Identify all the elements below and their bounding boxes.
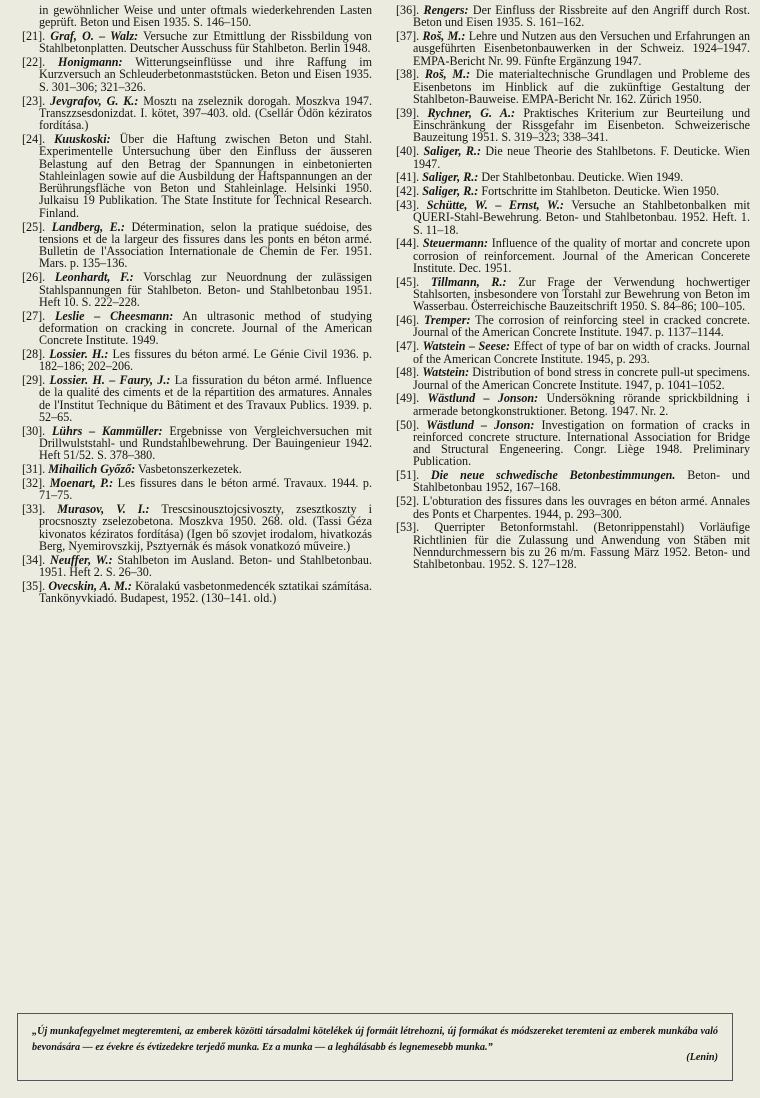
reference-number: [45].: [396, 274, 420, 289]
reference-number: [48].: [396, 365, 420, 380]
reference-number: [47].: [396, 339, 420, 354]
reference-number: [35].: [22, 578, 46, 593]
reference-text: Investigation on formation of cracks in reinforced concrete structure. International Association for Bridge and Structural Engeneering. Congr. Liège 1948. Preliminary Publication.: [413, 417, 750, 469]
reference-item: [396, 276, 750, 313]
reference-item: [22, 463, 372, 475]
reference-number: [41].: [396, 170, 420, 185]
reference-item: [396, 107, 750, 144]
reference-text: Versuche zur Etmittlung der Rissbildung von Stahlbetonplatten. Deutscher Ausschuss für Stahlbeton. Berlin 1948.: [39, 29, 372, 56]
reference-author: Saliger, R.:: [422, 184, 479, 199]
reference-author: Neuffer, W.:: [50, 552, 113, 567]
reference-author: Honigmann:: [58, 55, 123, 70]
references-left-column: [22, 4, 372, 606]
reference-item: [396, 145, 750, 170]
reference-item: [396, 469, 750, 494]
reference-number: [52].: [396, 494, 420, 509]
reference-number: [30].: [22, 423, 46, 438]
reference-author: Roš, M.:: [422, 29, 466, 44]
reference-text: Die materialtechnische Grundlagen und Probleme des Eisenbetons im Hinblick auf die zukünftige Gestaltung der Stahlbeton-Bauweise. EMPA-Bericht Nr. 162. Zürich 1950.: [413, 67, 751, 107]
reference-author: Tremper:: [423, 313, 471, 328]
reference-item: [396, 495, 750, 520]
reference-text: Der Stahlbetonbau. Deuticke. Wien 1949.: [481, 170, 684, 185]
reference-item: [396, 340, 750, 365]
reference-number: [50].: [396, 417, 420, 432]
reference-number: [40].: [396, 144, 420, 159]
reference-author: Roš, M.:: [424, 67, 471, 82]
reference-item: [22, 477, 372, 502]
reference-number: [24].: [22, 131, 46, 146]
reference-author: Watstein – Seese:: [422, 339, 511, 354]
reference-item: [22, 348, 372, 373]
reference-text: in gewöhnlicher Weise und unter oftmals wiederkehrenden Lasten geprüft. Beton und Eisen 1935. S. 146–150.: [39, 3, 372, 30]
reference-item: [22, 30, 372, 55]
reference-author: Ovecskin, A. M.:: [48, 578, 132, 593]
reference-author: Graf, O. – Walz:: [50, 29, 139, 44]
reference-number: [21].: [22, 29, 46, 44]
reference-item: [396, 521, 750, 570]
reference-text: Über die Haftung zwischen Beton und Stahl. Experimentelle Untersuchung über den Einfluss der äusseren Belastung auf den Betrag der Spannungen in einbetonierten Stahleinlagen sowie auf die Ausbildung der Haftspannungen an der Berührungsfläche von Beton und Stahleinlage. Helsinki 1950. Julkaisu 19 Publikation. The State Institute for Technical Research. Finland.: [39, 131, 372, 220]
reference-number: [49].: [396, 391, 420, 406]
reference-text: Praktisches Kriterium zur Beurteilung und Einschränkung der Rissgefahr im Eisenbeton. Schweizerische Bauzeitung 1951. S. 319–323; 338–341.: [413, 105, 750, 145]
reference-text: Zur Frage der Verwendung hochwertiger Stahlsorten, insbesondere von Torstahl zur Bewehrung von Beton im Wasserbau. Österreichische Bauzeitschrift 1950. S. 84–86; 100–105.: [413, 274, 750, 314]
reference-number: [51].: [396, 468, 420, 483]
reference-number: [33].: [22, 502, 46, 517]
reference-text: Les fissures du béton armé. Le Génie Civil 1936. p. 182–186; 202–206.: [39, 347, 372, 374]
reference-author: Jevgrafov, G. K.:: [50, 93, 139, 108]
reference-author: Steuermann:: [422, 236, 489, 251]
reference-text: Détermination, selon la pratique suédoise, des tensions et de la largeur des fissures dans les ponts en béton armé. Bulletin de l'Association Internationale de Chemin de Fer. 1951. Mars. p. 135–136.: [39, 219, 372, 271]
reference-number: [34].: [22, 552, 46, 567]
reference-author: Mihailich Győző:: [48, 462, 136, 477]
reference-number: [22].: [22, 55, 46, 70]
reference-text: Beton- und Stahlbetonbau 1952, 167–168.: [413, 468, 750, 495]
reference-text: Der Einfluss der Rissbreite auf den Angriff durch Rost. Beton und Eisen 1935. S. 161–162.: [413, 3, 751, 30]
reference-item: [22, 133, 372, 219]
reference-item: [22, 503, 372, 552]
quote-source: (Lenin): [686, 1052, 718, 1063]
reference-item: [396, 68, 750, 105]
reference-number: [27].: [22, 308, 46, 323]
reference-author: Saliger, R.:: [423, 144, 481, 159]
quote-text: „Új munkafegyelmet megteremteni, az emberek közötti társadalmi kötelékek új formáit létrehozni, új formákat és módszereket teremteni az emberek munkába való bevonására — ez évekre és évtizedekre terjedő munka. Ez a munka — a leghálásabb és legnemesebb munka.”: [32, 1026, 718, 1053]
reference-number: [28].: [22, 347, 46, 362]
reference-number: [38].: [396, 67, 420, 82]
reference-item: [22, 95, 372, 132]
reference-number: [43].: [396, 197, 420, 212]
reference-author: Saliger, R.:: [422, 170, 479, 185]
reference-author: Tillmann, R.:: [430, 274, 507, 289]
reference-author: Kuuskoski:: [54, 131, 111, 146]
reference-author: Schütte, W. – Ernst, W.:: [426, 197, 564, 212]
reference-number: [42].: [396, 184, 420, 199]
reference-text: Köralakú vasbetonmedencék sztatikai számítása. Tankönyvkiadó. Budapest, 1952. (130–141. old.): [39, 578, 372, 606]
reference-number: [53].: [396, 520, 420, 535]
reference-item: [396, 366, 750, 391]
reference-item: [22, 374, 372, 423]
reference-author: Rychner, G. A.:: [427, 105, 515, 120]
reference-text: Lehre und Nutzen aus den Versuchen und Erfahrungen an ausgeführten Eisenbetonbauwerken in der Schweiz. 1924–1947. EMPA-Bericht Nr. 99. Fünfte Ergänzung 1947.: [413, 29, 750, 68]
reference-number: [31].: [22, 462, 46, 477]
reference-item: [22, 425, 372, 462]
reference-item: [396, 419, 750, 468]
reference-text: Ergebnisse von Vergleichversuchen mit Drillwulststahl- und Rundstahlbewehrung. Der Bauingenieur 1942. Heft 51/52. S. 378–380.: [39, 423, 372, 463]
reference-item: [22, 221, 372, 270]
reference-text: Die neue Theorie des Stahlbetons. F. Deuticke. Wien 1947.: [413, 144, 750, 171]
reference-author: Lossier. H. – Faury, J.:: [49, 373, 171, 388]
reference-text: Trescsinousztojcsivoszty, zsesztkoszty i procsnoszty zselezobetona. Moszkva 1950. 268. old. (Tassi Géza kivonatos kéziratos fordítása) (Igen bő szovjet irodalom, hivatkozás Berg, Nyemirovszkij, Psztyernák és mások vonatkozó műveire.): [39, 502, 372, 553]
reference-author: Lührs – Kammüller:: [52, 423, 163, 438]
reference-text: Witterungseinflüsse und ihre Raffung im Kurzversuch an Schleuderbetonmaststücken. Beton und Eisen 1935. S. 301–306; 321–326.: [39, 55, 372, 94]
reference-text: The corrosion of reinforcing steel in cracked concrete. Journal of the American Concrete Institute. 1947. p. 1137–1144.: [413, 313, 750, 340]
reference-text: Vorschlag zur Neuordnung der zulässigen Stahlspannungen für Stahlbeton. Beton- und Stahlbetonbau 1951. Heft 10. S. 222–228.: [39, 270, 372, 309]
reference-author: Rengers:: [423, 3, 469, 17]
reference-item: [22, 271, 372, 308]
reference-number: [44].: [396, 236, 420, 251]
reference-author: Wästlund – Jonson:: [427, 391, 539, 406]
reference-item: [396, 4, 750, 29]
reference-item: [396, 314, 750, 339]
reference-text: La fissuration du béton armé. Influence de la qualité des ciments et de la répartition des armatures. Annales de l'Institut Technique du Bâtiment et des Travaux Publics. 1939. p. 52–65.: [39, 373, 373, 424]
reference-item: [396, 199, 750, 236]
reference-text: Stahlbeton im Ausland. Beton- und Stahlbetonbau. 1951. Heft 2. S. 26–30.: [39, 552, 372, 580]
reference-item: [22, 554, 372, 579]
reference-number: [46].: [396, 313, 420, 328]
reference-author: Die neue schwedische Betonbestimmungen.: [430, 468, 676, 483]
reference-author: Watstein:: [422, 365, 470, 380]
reference-item: [396, 171, 750, 183]
reference-item: [396, 392, 750, 417]
reference-number: [29].: [22, 373, 46, 388]
quote-box: [17, 1013, 733, 1081]
reference-text: Les fissures dans le béton armé. Travaux. 1944. p. 71–75.: [39, 475, 372, 503]
reference-text: L'obturation des fissures dans les ouvrages en béton armé. Annales des Ponts et Charpentes. 1944, p. 293–300.: [413, 494, 750, 521]
reference-item: [22, 580, 372, 605]
reference-text: Versuche an Stahlbetonbalken mit QUERI-Stahl-Bewehrung. Beton- und Stahlbetonbau. 1952. Heft. 1. S. 11–18.: [413, 197, 750, 237]
reference-text: Effect of type of bar on width of cracks. Journal of the American Concrete Institute. 1945, p. 293.: [413, 339, 750, 366]
reference-text: Querripter Betonformstahl. (Betonrippenstahl) Vorläufige Richtlinien für die Zulassung und Anwendung von Stäben mit Nenndurchmessern bis zu 26 m/m. Fassung März 1952. Beton- und Stahlbetonbau. 1952. S. 127–128.: [413, 520, 750, 572]
reference-item: [396, 237, 750, 274]
reference-item: [22, 310, 372, 347]
reference-text: Vasbetonszerkezetek.: [138, 462, 242, 477]
reference-number: [23].: [22, 93, 46, 108]
reference-item: [396, 30, 750, 67]
reference-text: An ultrasonic method of studying deformation on cracking in concrete. Journal of the American Concrete Institute. 1949.: [39, 308, 373, 348]
reference-number: [37].: [396, 29, 420, 44]
reference-author: Landberg, E.:: [51, 219, 125, 234]
reference-author: Lossier. H.:: [49, 347, 109, 362]
reference-item: [22, 4, 372, 29]
reference-author: Wästlund – Jonson:: [426, 417, 535, 432]
reference-number: [26].: [22, 270, 46, 285]
reference-author: Leonhardt, F.:: [54, 270, 134, 285]
reference-author: Leslie – Cheesmann:: [54, 308, 174, 323]
reference-item: [22, 56, 372, 93]
reference-author: Murasov, V. I.:: [57, 502, 150, 517]
reference-number: [32].: [22, 475, 46, 490]
reference-text: Fortschritte im Stahlbeton. Deuticke. Wien 1950.: [481, 184, 720, 199]
reference-text: Influence of the quality of mortar and concrete upon corrosion of reinforcement. Journal of the American Concerete Institute. Dec. 1951.: [413, 236, 750, 275]
references-right-column: [396, 4, 750, 572]
reference-author: Moenart, P.:: [49, 475, 114, 490]
reference-text: Undersökning rörande sprickbildning i armerade betongkonstruktioner. Betong. 1947. Nr. 2.: [413, 391, 750, 418]
reference-number: [25].: [22, 219, 46, 234]
reference-number: [39].: [396, 105, 420, 120]
reference-text: Distribution of bond stress in concrete pull-ut specimens. Journal of the American Concrete Institute. 1947, p. 1041–1052.: [413, 365, 750, 392]
reference-text: Mosztı na zseleznik dorogah. Moszkva 1947. Transzzsesdonizdat. I. kötet, 397–403. old. (Csellár Ödön kéziratos fordítása.): [39, 93, 372, 133]
reference-item: [396, 185, 750, 197]
reference-number: [36].: [396, 3, 420, 17]
